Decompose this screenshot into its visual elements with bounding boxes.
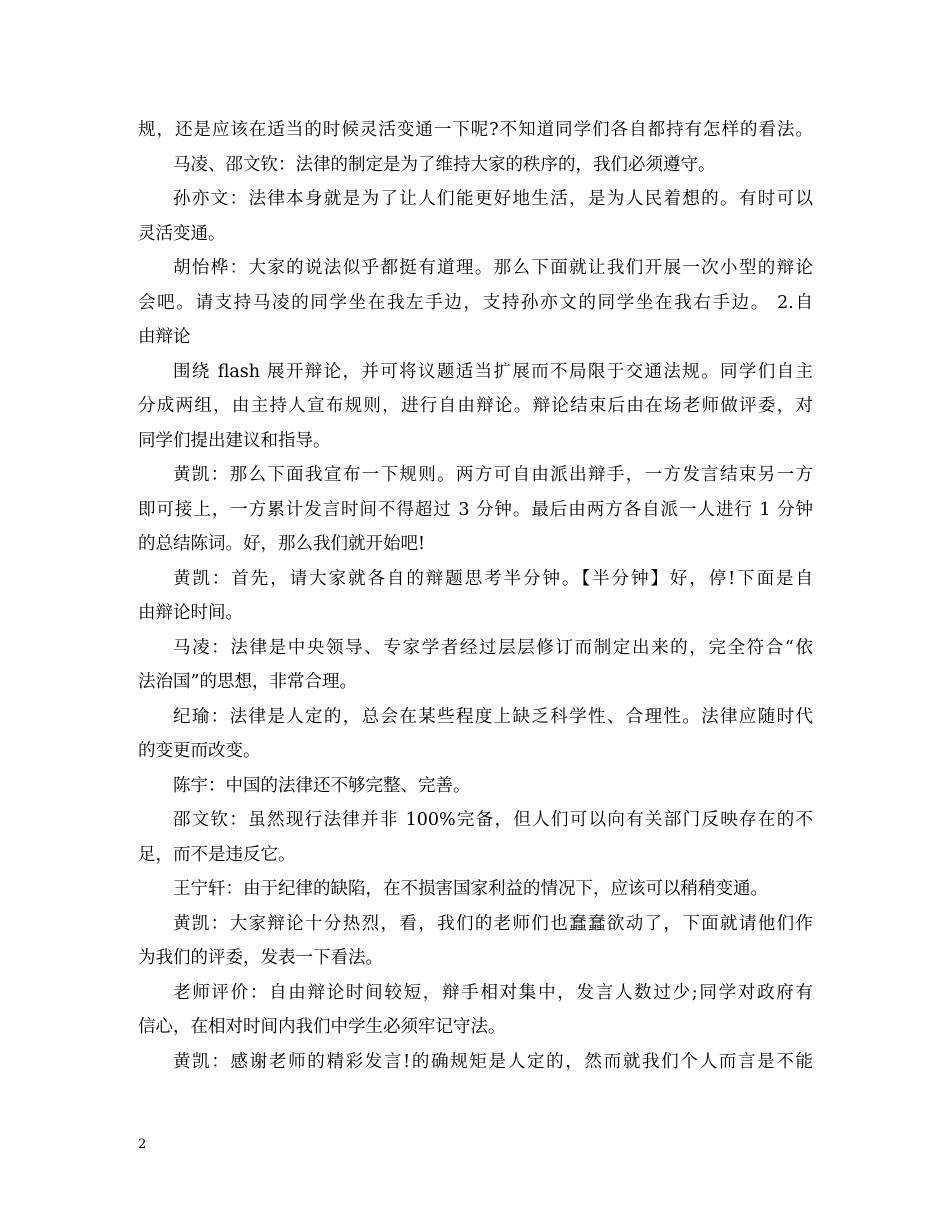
body-line: 法治国”的思想，非常合理。 bbox=[138, 672, 357, 692]
body-line: 由辩论 bbox=[138, 327, 191, 347]
body-line: 陈宇：中国的法律还不够完整、完善。 bbox=[173, 775, 471, 796]
body-line: 黄凯：感谢老师的精彩发言!的确规矩是人定的，然而就我们个人而言是不能 bbox=[173, 1051, 813, 1072]
body-line: 由辩论时间。 bbox=[138, 603, 243, 623]
body-line: 黄凯：首先，请大家就各自的辩题思考半分钟。【半分钟】好，停!下面是自 bbox=[173, 568, 813, 589]
document-body bbox=[138, 113, 813, 1079]
body-line: 黄凯：那么下面我宣布一下规则。两方可自由派出辩手，一方发言结束另一方 bbox=[173, 465, 813, 485]
body-line: 孙亦文：法律本身就是为了让人们能更好地生活，是为人民着想的。有时可以 bbox=[173, 189, 813, 209]
body-line: 纪瑜：法律是人定的，总会在某些程度上缺乏科学性、合理性。法律应随时代 bbox=[173, 706, 813, 727]
body-line: 马凌、邵文钦：法律的制定是为了维持大家的秩序的，我们必须遵守。 bbox=[173, 154, 716, 175]
body-line: 灵活变通。 bbox=[138, 223, 226, 244]
body-line: 黄凯：大家辩论十分热烈，看，我们的老师们也蠢蠢欲动了，下面就请他们作 bbox=[173, 913, 813, 934]
page-number: 2 bbox=[138, 1137, 147, 1152]
body-line: 规，还是应该在适当的时候灵活变通一下呢?不知道同学们各自都持有怎样的看法。 bbox=[138, 120, 813, 140]
body-line: 信心，在相对时间内我们中学生必须牢记守法。 bbox=[138, 1017, 506, 1037]
body-line: 会吧。请支持马凌的同学坐在我左手边，支持孙亦文的同学坐在我右手边。 2.自 bbox=[138, 292, 813, 313]
body-line: 老师评价：自由辩论时间较短，辩手相对集中，发言人数过少;同学对政府有 bbox=[173, 982, 813, 1003]
body-line: 邵文钦：虽然现行法律并非 100%完备，但人们可以向有关部门反映存在的不 bbox=[173, 810, 813, 830]
body-line: 胡怡桦：大家的说法似乎都挺有道理。那么下面就让我们开展一次小型的辩论 bbox=[173, 258, 813, 278]
body-line: 即可接上，一方累计发言时间不得超过 3 分钟。最后由两方各自派一人进行 1 分钟 bbox=[138, 499, 813, 520]
body-line: 同学们提出建议和指导。 bbox=[138, 430, 331, 451]
body-line: 为我们的评委，发表一下看法。 bbox=[138, 948, 383, 968]
body-line: 的变更而改变。 bbox=[138, 741, 261, 761]
body-line: 的总结陈词。好，那么我们就开始吧! bbox=[138, 534, 426, 554]
body-line: 王宁轩：由于纪律的缺陷，在不损害国家利益的情况下，应该可以稍稍变通。 bbox=[173, 879, 768, 899]
body-line: 马凌：法律是中央领导、专家学者经过层层修订而制定出来的，完全符合“依 bbox=[173, 637, 813, 658]
body-line: 分成两组，由主持人宣布规则，进行自由辩论。辩论结束后由在场老师做评委，对 bbox=[138, 396, 813, 416]
body-line: 足，而不是违反它。 bbox=[138, 844, 296, 865]
body-line: 围绕 flash 展开辩论，并可将议题适当扩展而不局限于交通法规。同学们自主 bbox=[173, 361, 813, 382]
